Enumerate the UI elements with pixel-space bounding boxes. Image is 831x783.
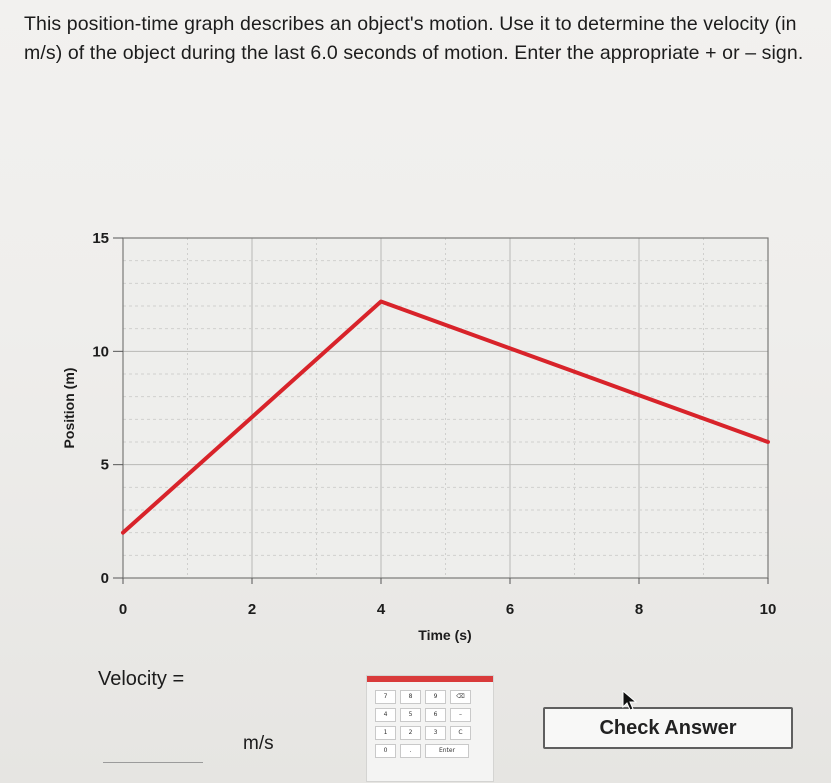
x-tick-label: 6 bbox=[505, 601, 515, 618]
question-prompt: This position-time graph describes an object's motion. Use it to determine the velocity (in m/s) of the object during the last 6.0 seconds of motion. Enter the appropriate + or – sign. bbox=[24, 13, 804, 64]
y-tick-label: 10 bbox=[92, 343, 109, 361]
keypad-key-3[interactable]: 3 bbox=[425, 726, 446, 740]
x-tick-label: 2 bbox=[247, 601, 257, 618]
keypad-backspace-key[interactable]: ⌫ bbox=[450, 690, 471, 704]
keypad-decimal-key[interactable]: . bbox=[400, 744, 421, 758]
keypad-key-7[interactable]: 7 bbox=[375, 690, 396, 704]
keypad-key-2[interactable]: 2 bbox=[400, 726, 421, 740]
keypad-key-4[interactable]: 4 bbox=[375, 708, 396, 722]
y-tick-label: 15 bbox=[92, 230, 109, 247]
x-tick-label: 8 bbox=[634, 601, 644, 618]
x-tick-label: 4 bbox=[376, 601, 386, 618]
keypad-key-8[interactable]: 8 bbox=[400, 690, 421, 704]
unit-label: m/s bbox=[243, 733, 274, 754]
data-point bbox=[767, 441, 770, 444]
data-point bbox=[122, 531, 125, 534]
keypad-minus-key[interactable]: – bbox=[450, 708, 471, 722]
answer-input[interactable] bbox=[103, 762, 203, 763]
numeric-keypad[interactable] bbox=[366, 675, 494, 782]
check-answer-button[interactable]: Check Answer bbox=[543, 707, 793, 749]
mouse-cursor-icon bbox=[622, 690, 638, 712]
x-tick-label: 0 bbox=[118, 601, 128, 618]
velocity-label: Velocity = bbox=[98, 668, 185, 690]
y-tick-label: 0 bbox=[100, 570, 109, 587]
keypad-key-5[interactable]: 5 bbox=[400, 708, 421, 722]
x-axis-label: Time (s) bbox=[418, 627, 472, 643]
y-axis-label: Position (m) bbox=[61, 367, 77, 449]
keypad-key-6[interactable]: 6 bbox=[425, 708, 446, 722]
keypad-key-9[interactable]: 9 bbox=[425, 690, 446, 704]
y-tick-label: 5 bbox=[100, 456, 109, 474]
keypad-key-1[interactable]: 1 bbox=[375, 726, 396, 740]
x-tick-label: 10 bbox=[759, 601, 777, 618]
keypad-enter-key[interactable]: Enter bbox=[425, 744, 469, 758]
keypad-key-0[interactable]: 0 bbox=[375, 744, 396, 758]
keypad-clear-key[interactable]: C bbox=[450, 726, 471, 740]
data-point bbox=[380, 300, 383, 303]
